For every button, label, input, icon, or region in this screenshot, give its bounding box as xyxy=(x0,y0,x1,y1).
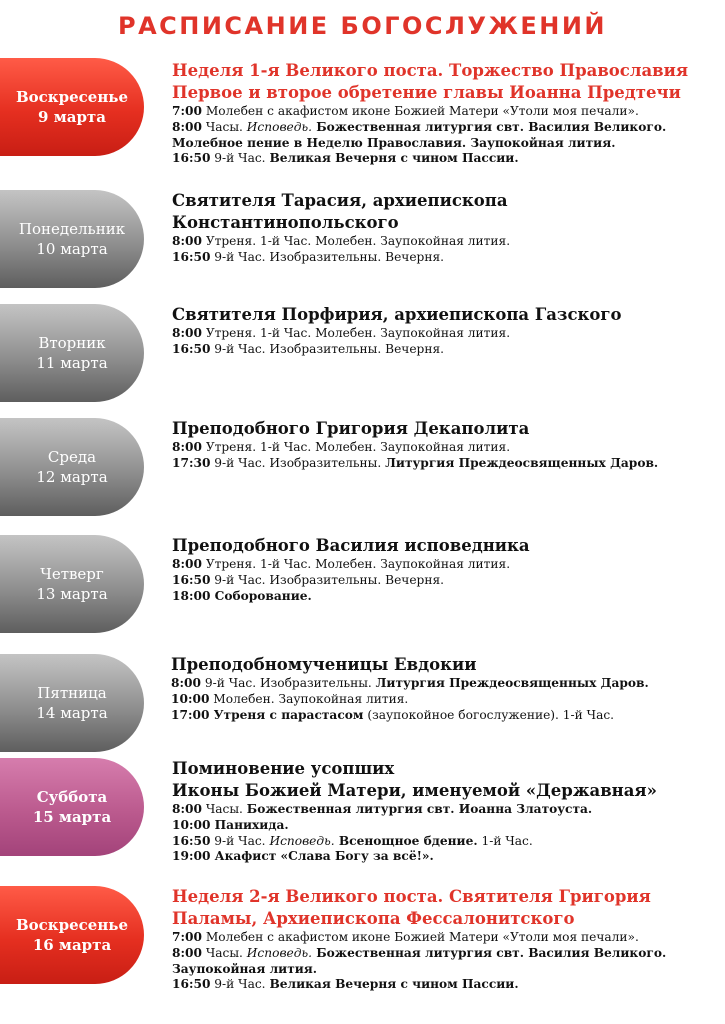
service-text: 8:00 xyxy=(172,802,202,816)
confession-note: Исповедь. xyxy=(246,945,312,960)
service-text: Утреня. 1-й Час. Молебен. Заупокойная лития. xyxy=(201,234,511,248)
service-text: Молебен с акафистом иконе Божией Матери «Утоли моя печали». xyxy=(201,104,639,118)
service-line xyxy=(172,930,720,946)
service-line xyxy=(172,250,720,266)
day-badge xyxy=(0,190,144,288)
service-text: 9-й Час. Изобразительны. Вечерня. xyxy=(210,572,445,587)
day-content xyxy=(172,190,720,266)
confession-note: Исповедь. xyxy=(269,833,335,848)
service-text: 9-й Час. xyxy=(210,151,270,166)
service-text: Акафист «Слава Богу за всё!». xyxy=(210,849,434,864)
service-line xyxy=(172,589,720,605)
service-text: Великая Вечерня с чином Пассии. xyxy=(269,977,519,992)
service-line xyxy=(171,708,719,724)
service-line xyxy=(172,573,720,589)
service-line xyxy=(172,326,720,342)
service-text: 8:00 xyxy=(172,945,202,960)
service-line xyxy=(171,692,719,708)
date-label: 14 марта xyxy=(36,704,108,722)
service-line xyxy=(172,802,720,818)
service-line xyxy=(172,557,720,573)
weekday-label: Воскресенье xyxy=(15,88,129,106)
service-text: 7:00 xyxy=(172,104,202,118)
date-label: 10 марта xyxy=(36,240,108,258)
date-label: 15 марта xyxy=(32,808,112,826)
service-line xyxy=(172,834,720,850)
service-text: Великая Вечерня с чином Пассии. xyxy=(269,151,519,166)
date-label: 13 марта xyxy=(36,585,108,603)
service-line xyxy=(172,962,720,978)
service-text: 16:50 xyxy=(172,341,211,356)
day-content xyxy=(172,418,720,472)
service-text: Часы. xyxy=(201,119,247,134)
feast-title: Святителя Тарасия, архиепископа xyxy=(172,191,508,210)
service-text: 9-й Час. xyxy=(210,833,270,848)
feast-title: Неделя 2-я Великого поста. Святителя Григория xyxy=(172,887,651,906)
feast-title: Преподобномученицы Евдокии xyxy=(171,655,477,674)
service-text: Всенощное бдение. xyxy=(334,833,478,848)
service-text: 16:50 xyxy=(172,977,211,992)
service-line xyxy=(172,818,720,834)
day-badge xyxy=(0,758,144,856)
feast-title: Преподобного Григория Декаполита xyxy=(172,419,530,438)
service-line xyxy=(172,342,720,358)
day-badge xyxy=(0,535,144,633)
service-line xyxy=(172,104,720,120)
service-line xyxy=(172,151,720,167)
service-text: Божественная литургия свт. Василия Великого. xyxy=(311,119,667,134)
service-text: Молебен. Заупокойная лития. xyxy=(209,691,409,706)
service-text: Молебное пение в Неделю Православия. Заупокойная лития. xyxy=(172,135,616,150)
feast-title: Святителя Порфирия, архиепископа Газского xyxy=(172,305,622,324)
service-line xyxy=(172,234,720,250)
feast-title: Паламы, Архиепископа Фессалонитского xyxy=(172,909,575,928)
service-line xyxy=(172,120,720,136)
service-text: Литургия Преждеосвященных Даров. xyxy=(375,676,649,690)
service-text: 17:00 xyxy=(171,707,210,722)
feast-title: Поминовение усопших xyxy=(172,759,395,778)
service-text: Заупокойная лития. xyxy=(172,961,318,976)
weekday-label: Вторник xyxy=(38,334,106,352)
day-badge xyxy=(0,58,144,156)
day-content xyxy=(171,654,719,723)
service-line xyxy=(172,136,720,152)
service-text: 16:50 xyxy=(172,833,211,848)
service-text: 7:00 xyxy=(172,930,202,944)
weekday-label: Понедельник xyxy=(18,220,126,238)
service-text: 9-й Час. Изобразительны. Вечерня. xyxy=(210,341,445,356)
service-line xyxy=(172,849,720,865)
service-text: 8:00 xyxy=(172,557,202,571)
day-content xyxy=(172,60,720,167)
service-text: 9-й Час. Изобразительны. Вечерня. xyxy=(210,249,445,264)
service-text: Панихида. xyxy=(210,817,289,832)
service-text: 8:00 xyxy=(172,326,202,340)
service-line xyxy=(172,456,720,472)
confession-note: Исповедь. xyxy=(246,119,312,134)
service-text: 8:00 xyxy=(171,676,201,690)
feast-title: Первое и второе обретение главы Иоанна Предтечи xyxy=(172,83,681,102)
date-label: 9 марта xyxy=(38,108,106,126)
date-label: 11 марта xyxy=(36,354,108,372)
service-text: 9-й Час. Изобразительны. xyxy=(200,676,376,690)
service-text: 10:00 xyxy=(171,691,210,706)
service-text: 16:50 xyxy=(172,151,211,166)
service-text: Литургия Преждеосвященных Даров. xyxy=(385,455,659,470)
service-text: 10:00 xyxy=(172,817,211,832)
service-text: 9-й Час. xyxy=(210,977,270,992)
service-text: 8:00 xyxy=(172,119,202,134)
feast-title: Константинопольского xyxy=(172,213,399,232)
service-text: Часы. xyxy=(201,945,247,960)
day-content xyxy=(172,758,720,865)
weekday-label: Пятница xyxy=(37,684,107,702)
day-content xyxy=(172,535,720,604)
feast-title: Иконы Божией Матери, именуемой «Державная» xyxy=(172,781,657,800)
service-text: Часы. xyxy=(201,802,247,816)
service-text: 19:00 xyxy=(172,849,211,864)
service-line xyxy=(172,977,720,993)
feast-title: Неделя 1-я Великого поста. Торжество Православия xyxy=(172,61,689,80)
service-text: 8:00 xyxy=(172,440,202,454)
service-text: Утреня. 1-й Час. Молебен. Заупокойная лития. xyxy=(201,557,511,571)
service-text: 18:00 xyxy=(172,588,211,603)
day-badge xyxy=(0,304,144,402)
page-title: РАСПИСАНИЕ БОГОСЛУЖЕНИЙ xyxy=(117,12,608,40)
service-text: Утреня с парастасом xyxy=(209,707,364,722)
service-text: Божественная литургия свт. Василия Великого. xyxy=(311,945,667,960)
service-line xyxy=(171,676,719,692)
service-line xyxy=(172,946,720,962)
service-text: Молебен с акафистом иконе Божией Матери «Утоли моя печали». xyxy=(201,930,639,944)
service-text: Соборование. xyxy=(210,588,312,603)
feast-title: Преподобного Василия исповедника xyxy=(172,536,530,555)
weekday-label: Суббота xyxy=(36,788,108,806)
service-text: 8:00 xyxy=(172,234,202,248)
weekday-label: Четверг xyxy=(40,565,104,583)
day-badge xyxy=(0,654,144,752)
date-label: 16 марта xyxy=(32,936,112,954)
service-text: 17:30 xyxy=(172,455,211,470)
weekday-label: Среда xyxy=(47,448,97,466)
service-text: 9-й Час. Изобразительны. xyxy=(210,455,386,470)
day-badge xyxy=(0,886,144,984)
weekday-label: Воскресенье xyxy=(15,916,129,934)
date-label: 12 марта xyxy=(36,468,108,486)
day-badge xyxy=(0,418,144,516)
service-text: 16:50 xyxy=(172,249,211,264)
service-text: Божественная литургия свт. Иоанна Златоуста. xyxy=(246,802,593,816)
day-content xyxy=(172,304,720,358)
service-text: Утреня. 1-й Час. Молебен. Заупокойная лития. xyxy=(201,440,511,454)
service-line xyxy=(172,440,720,456)
day-content xyxy=(172,886,720,993)
service-text: Утреня. 1-й Час. Молебен. Заупокойная лития. xyxy=(201,326,511,340)
service-text: 16:50 xyxy=(172,572,211,587)
service-text: 1-й Час. xyxy=(477,833,533,848)
service-text: (заупокойное богослужение). 1-й Час. xyxy=(363,707,615,722)
